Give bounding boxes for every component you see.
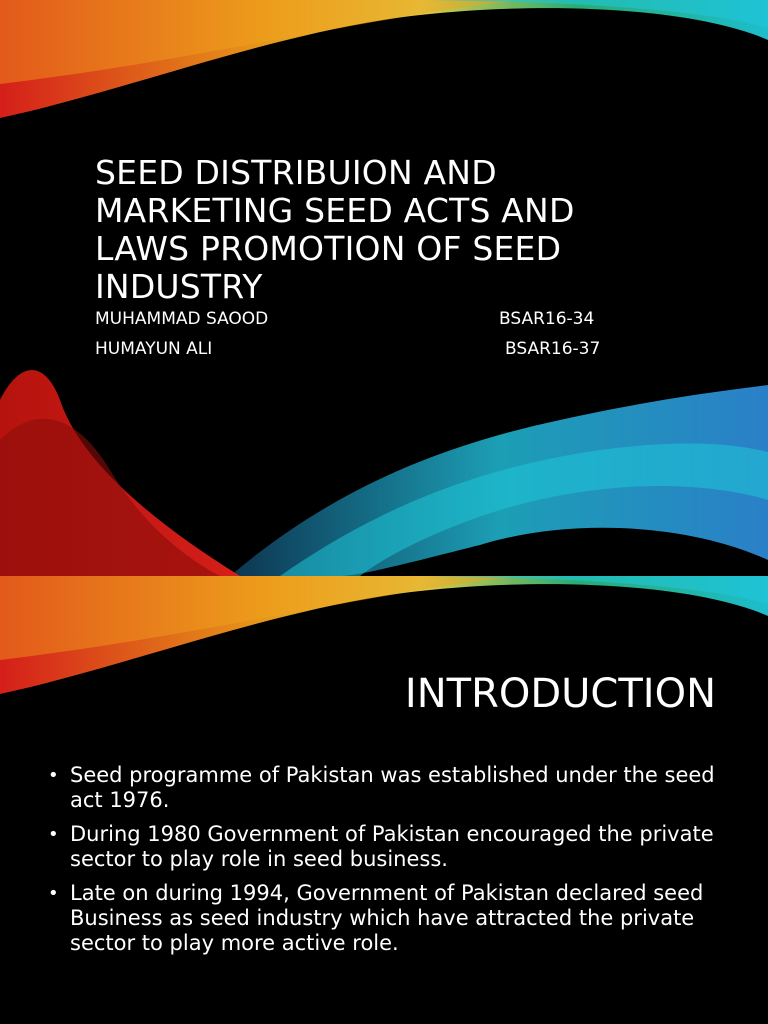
list-item: • Seed programme of Pakistan was established under the seed act 1976.	[48, 763, 728, 813]
author-id: BSAR16-34	[499, 309, 595, 329]
author-name: HUMAYUN ALI	[95, 339, 213, 359]
slide-title: INTRODUCTION	[404, 671, 716, 717]
list-item: • Late on during 1994, Government of Pakistan declared seed Business as seed industry which have attracted the private sector to play more active role.	[48, 881, 728, 956]
author-id: BSAR16-37	[505, 339, 601, 359]
list-item: • During 1980 Government of Pakistan encouraged the private sector to play role in seed business.	[48, 822, 728, 872]
author-name: MUHAMMAD SAOOD	[95, 309, 269, 329]
slide-title: SEED DISTRIBUION AND MARKETING SEED ACTS AND LAWS PROMOTION OF SEED INDUSTRY	[95, 153, 575, 306]
bullet-list	[48, 763, 728, 965]
introduction-slide	[0, 576, 768, 1024]
